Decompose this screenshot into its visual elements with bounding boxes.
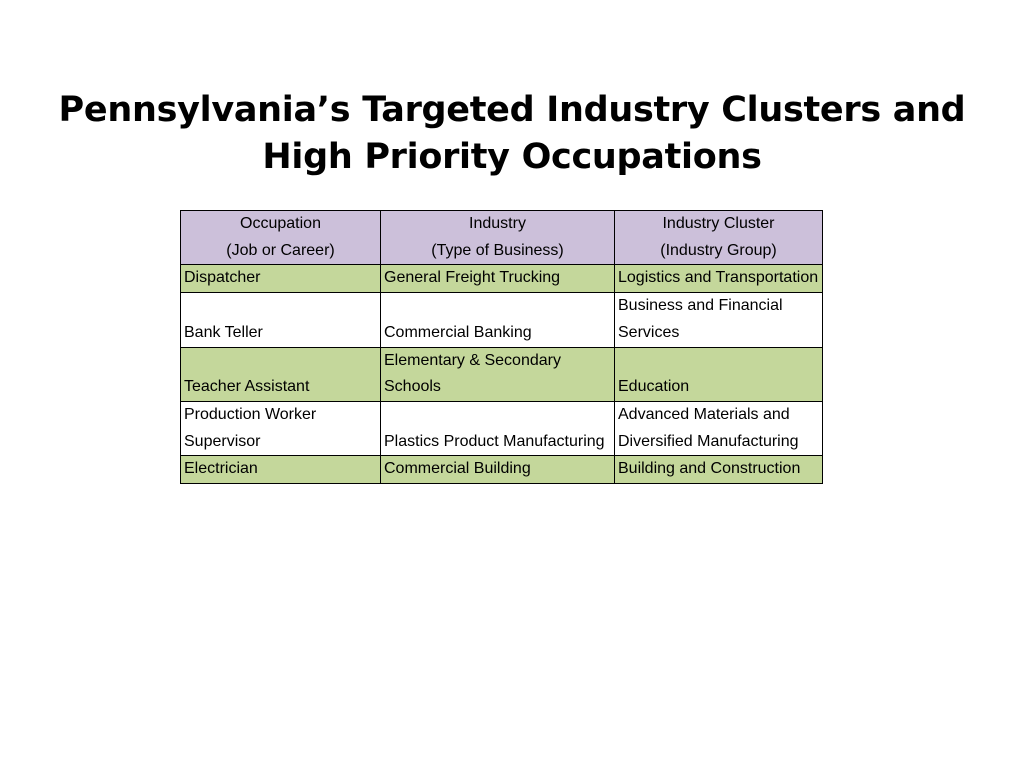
cell-industry: Commercial Banking xyxy=(381,293,615,347)
table-row xyxy=(181,347,823,401)
page-title xyxy=(40,87,984,181)
table-row xyxy=(181,293,823,347)
occupations-table xyxy=(180,210,823,484)
cell-occupation: Production Worker Supervisor xyxy=(181,401,381,455)
table-row xyxy=(181,265,823,293)
header-occupation xyxy=(181,211,381,265)
table-row xyxy=(181,456,823,484)
header-occupation-sublabel: (Job or Career) xyxy=(226,241,335,259)
title-line-2: High Priority Occupations xyxy=(262,137,762,178)
table-header-row xyxy=(181,211,823,265)
header-industry-cluster xyxy=(615,211,823,265)
cell-cluster: Building and Construction xyxy=(615,456,823,484)
cell-cluster: Advanced Materials and Diversified Manufacturing xyxy=(615,401,823,455)
cell-cluster: Business and Financial Services xyxy=(615,293,823,347)
cell-cluster: Logistics and Transportation xyxy=(615,265,823,293)
table-row xyxy=(181,401,823,455)
cell-occupation: Dispatcher xyxy=(181,265,381,293)
cell-occupation: Electrician xyxy=(181,456,381,484)
header-cluster-sublabel: (Industry Group) xyxy=(660,241,777,259)
header-occupation-label: Occupation xyxy=(240,215,321,232)
cell-industry: Elementary & Secondary Schools xyxy=(381,347,615,401)
cell-industry: Commercial Building xyxy=(381,456,615,484)
cell-cluster: Education xyxy=(615,347,823,401)
title-line-1: Pennsylvania’s Targeted Industry Clusters and xyxy=(58,90,966,131)
cell-industry: General Freight Trucking xyxy=(381,265,615,293)
cell-industry: Plastics Product Manufacturing xyxy=(381,401,615,455)
cell-occupation: Teacher Assistant xyxy=(181,347,381,401)
header-industry-label: Industry xyxy=(469,215,526,232)
header-cluster-label: Industry Cluster xyxy=(662,215,775,232)
header-industry xyxy=(381,211,615,265)
header-industry-sublabel: (Type of Business) xyxy=(431,241,564,259)
cell-occupation: Bank Teller xyxy=(181,293,381,347)
